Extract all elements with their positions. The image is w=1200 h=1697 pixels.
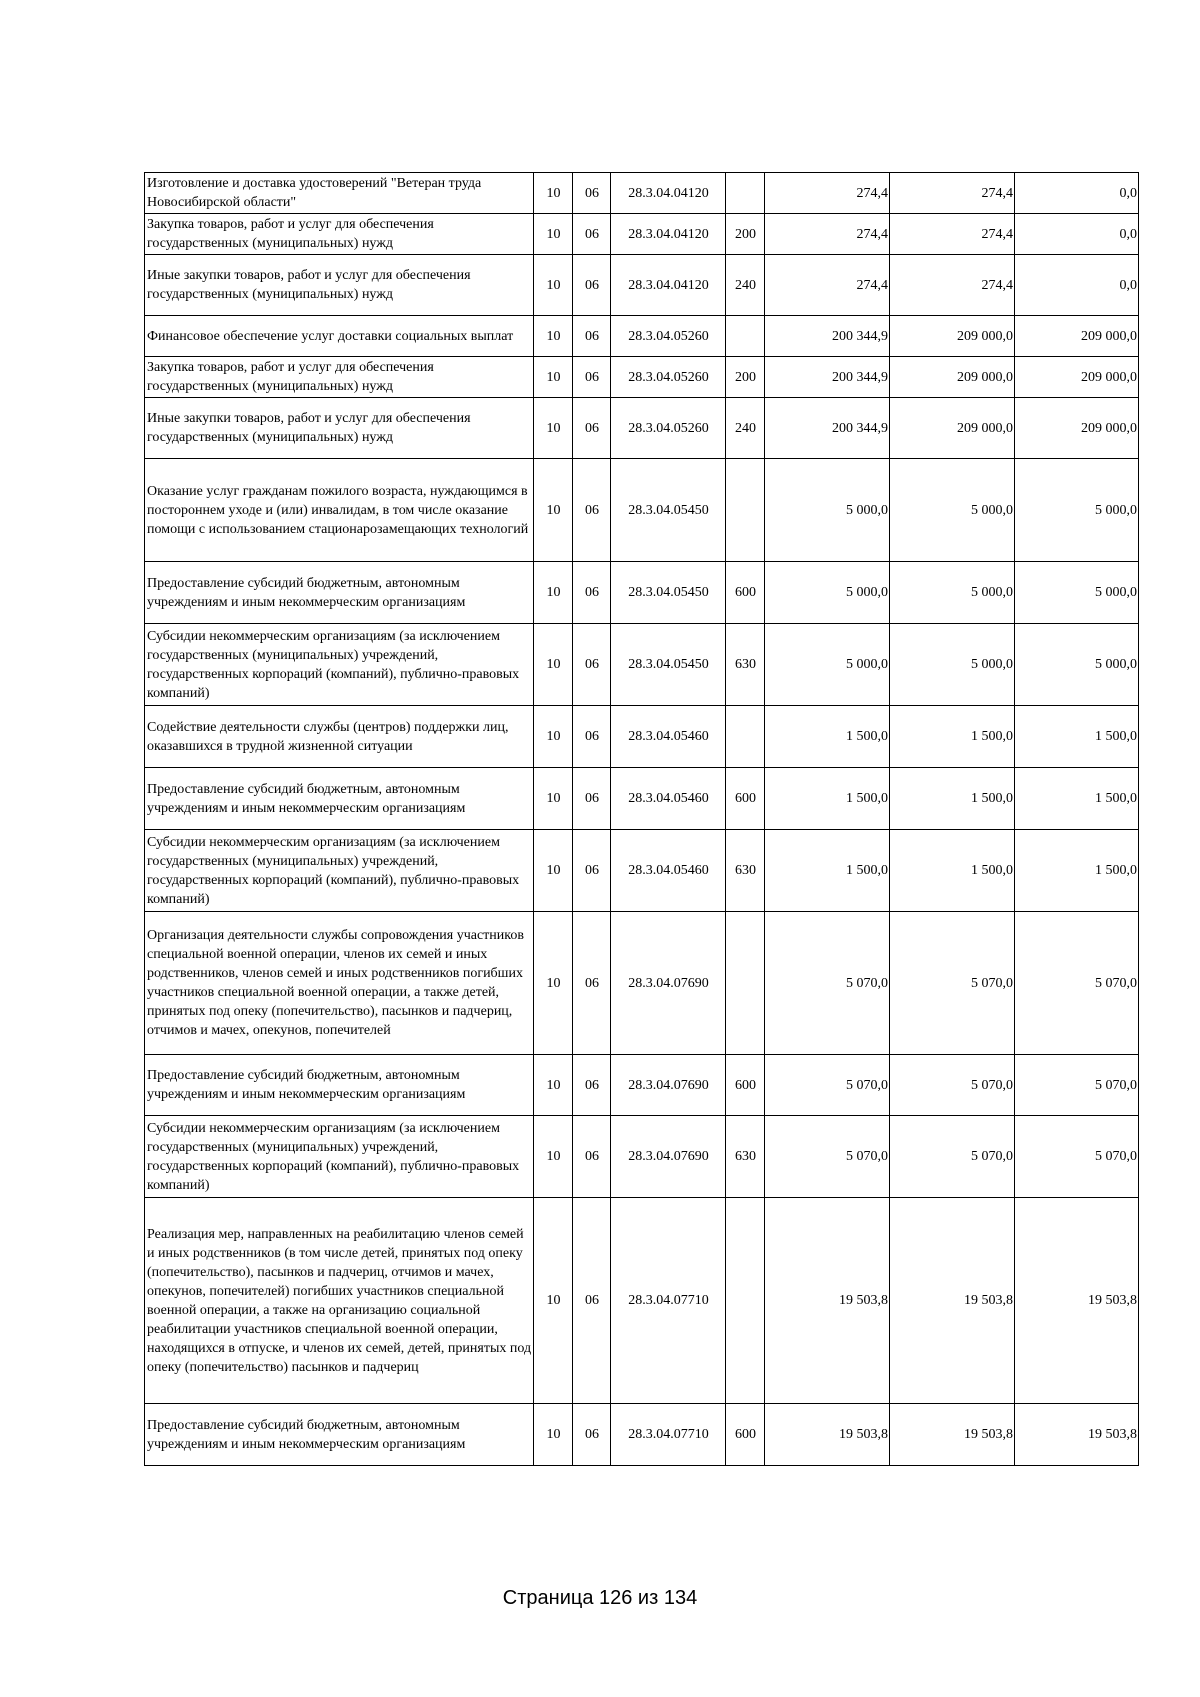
page-number: Страница 126 из 134 xyxy=(502,1587,698,1609)
row-expense-type xyxy=(726,706,765,768)
table-row xyxy=(145,214,1139,255)
row-target-article: 28.3.04.05450 xyxy=(611,624,726,706)
row-amount-year1: 5 000,0 xyxy=(765,459,890,562)
row-expense-type xyxy=(726,316,765,357)
row-amount-year2: 19 503,8 xyxy=(890,1404,1015,1466)
row-target-article: 28.3.04.04120 xyxy=(611,214,726,255)
row-target-article: 28.3.04.05460 xyxy=(611,830,726,912)
budget-table xyxy=(144,172,1139,1466)
row-subsection-code: 06 xyxy=(573,459,611,562)
row-subsection-code: 06 xyxy=(573,255,611,316)
row-target-article: 28.3.04.07710 xyxy=(611,1198,726,1404)
row-target-article: 28.3.04.05450 xyxy=(611,459,726,562)
row-section-code: 10 xyxy=(534,706,573,768)
row-description: Финансовое обеспечение услуг доставки социальных выплат xyxy=(145,316,534,357)
row-description: Предоставление субсидий бюджетным, автономным учреждениям и иным некоммерческим организациям xyxy=(145,1055,534,1116)
row-subsection-code: 06 xyxy=(573,624,611,706)
row-description: Закупка товаров, работ и услуг для обеспечения государственных (муниципальных) нужд xyxy=(145,357,534,398)
row-amount-year3: 0,0 xyxy=(1015,173,1139,214)
row-target-article: 28.3.04.05260 xyxy=(611,316,726,357)
row-description: Субсидии некоммерческим организациям (за исключением государственных (муниципальных) учреждений, государственных корпораций (компаний), публично-правовых компаний) xyxy=(145,1116,534,1198)
row-description: Иные закупки товаров, работ и услуг для обеспечения государственных (муниципальных) нужд xyxy=(145,398,534,459)
row-amount-year1: 200 344,9 xyxy=(765,398,890,459)
row-section-code: 10 xyxy=(534,562,573,624)
row-subsection-code: 06 xyxy=(573,214,611,255)
row-amount-year3: 19 503,8 xyxy=(1015,1404,1139,1466)
row-amount-year2: 209 000,0 xyxy=(890,398,1015,459)
row-section-code: 10 xyxy=(534,316,573,357)
table-row xyxy=(145,1198,1139,1404)
row-amount-year3: 1 500,0 xyxy=(1015,768,1139,830)
row-amount-year3: 209 000,0 xyxy=(1015,357,1139,398)
row-amount-year3: 5 000,0 xyxy=(1015,459,1139,562)
row-section-code: 10 xyxy=(534,173,573,214)
row-section-code: 10 xyxy=(534,214,573,255)
table-row xyxy=(145,357,1139,398)
row-description: Закупка товаров, работ и услуг для обеспечения государственных (муниципальных) нужд xyxy=(145,214,534,255)
row-target-article: 28.3.04.05260 xyxy=(611,357,726,398)
row-section-code: 10 xyxy=(534,1404,573,1466)
row-description: Предоставление субсидий бюджетным, автономным учреждениям и иным некоммерческим организациям xyxy=(145,768,534,830)
row-amount-year3: 19 503,8 xyxy=(1015,1198,1139,1404)
row-expense-type: 600 xyxy=(726,768,765,830)
row-section-code: 10 xyxy=(534,912,573,1055)
row-amount-year1: 19 503,8 xyxy=(765,1198,890,1404)
row-amount-year3: 209 000,0 xyxy=(1015,398,1139,459)
row-target-article: 28.3.04.05460 xyxy=(611,706,726,768)
row-expense-type: 600 xyxy=(726,1404,765,1466)
row-section-code: 10 xyxy=(534,830,573,912)
row-amount-year3: 0,0 xyxy=(1015,255,1139,316)
row-expense-type xyxy=(726,912,765,1055)
row-section-code: 10 xyxy=(534,357,573,398)
row-section-code: 10 xyxy=(534,1055,573,1116)
row-amount-year2: 5 070,0 xyxy=(890,1116,1015,1198)
row-amount-year3: 5 000,0 xyxy=(1015,624,1139,706)
row-amount-year1: 1 500,0 xyxy=(765,768,890,830)
row-subsection-code: 06 xyxy=(573,562,611,624)
row-section-code: 10 xyxy=(534,398,573,459)
row-target-article: 28.3.04.04120 xyxy=(611,173,726,214)
row-expense-type: 630 xyxy=(726,830,765,912)
row-target-article: 28.3.04.05460 xyxy=(611,768,726,830)
row-expense-type: 600 xyxy=(726,1055,765,1116)
row-target-article: 28.3.04.07690 xyxy=(611,1055,726,1116)
row-description: Оказание услуг гражданам пожилого возраста, нуждающимся в постороннем уходе и (или) инвалидам, в том числе оказание помощи с использованием стационарозамещающих технологий xyxy=(145,459,534,562)
row-amount-year3: 0,0 xyxy=(1015,214,1139,255)
table-row xyxy=(145,1404,1139,1466)
row-subsection-code: 06 xyxy=(573,1404,611,1466)
row-subsection-code: 06 xyxy=(573,173,611,214)
row-amount-year2: 5 000,0 xyxy=(890,459,1015,562)
table-row xyxy=(145,624,1139,706)
row-subsection-code: 06 xyxy=(573,768,611,830)
row-expense-type xyxy=(726,173,765,214)
row-section-code: 10 xyxy=(534,1116,573,1198)
row-description: Реализация мер, направленных на реабилитацию членов семей и иных родственников (в том числе детей, принятых под опеку (попечительство), пасынков и падчериц, отчимов и мачех, опекунов, попечителей) погибших участников специальной военной операции, а также на организацию социальной реабилитации участников специальной военной операции, находящихся в отпуске, и членов их семей, детей, принятых под опеку (попечительство) пасынков и падчериц xyxy=(145,1198,534,1404)
row-target-article: 28.3.04.05260 xyxy=(611,398,726,459)
row-amount-year2: 5 000,0 xyxy=(890,624,1015,706)
row-expense-type xyxy=(726,1198,765,1404)
row-amount-year1: 5 070,0 xyxy=(765,912,890,1055)
row-amount-year3: 1 500,0 xyxy=(1015,706,1139,768)
table-row xyxy=(145,1116,1139,1198)
row-amount-year1: 5 070,0 xyxy=(765,1116,890,1198)
row-amount-year1: 274,4 xyxy=(765,214,890,255)
row-section-code: 10 xyxy=(534,624,573,706)
row-amount-year2: 274,4 xyxy=(890,214,1015,255)
row-amount-year2: 1 500,0 xyxy=(890,768,1015,830)
row-subsection-code: 06 xyxy=(573,398,611,459)
budget-table-body xyxy=(145,173,1139,1466)
row-subsection-code: 06 xyxy=(573,912,611,1055)
row-amount-year1: 5 070,0 xyxy=(765,1055,890,1116)
row-description: Содействие деятельности службы (центров) поддержки лиц, оказавшихся в трудной жизненной ситуации xyxy=(145,706,534,768)
table-row xyxy=(145,912,1139,1055)
table-row xyxy=(145,316,1139,357)
row-expense-type xyxy=(726,459,765,562)
row-target-article: 28.3.04.07690 xyxy=(611,912,726,1055)
row-description: Субсидии некоммерческим организациям (за исключением государственных (муниципальных) учреждений, государственных корпораций (компаний), публично-правовых компаний) xyxy=(145,830,534,912)
row-section-code: 10 xyxy=(534,768,573,830)
row-amount-year1: 1 500,0 xyxy=(765,706,890,768)
row-expense-type: 600 xyxy=(726,562,765,624)
row-amount-year1: 5 000,0 xyxy=(765,624,890,706)
row-subsection-code: 06 xyxy=(573,316,611,357)
row-expense-type: 240 xyxy=(726,398,765,459)
row-amount-year2: 274,4 xyxy=(890,173,1015,214)
table-row xyxy=(145,398,1139,459)
row-target-article: 28.3.04.07710 xyxy=(611,1404,726,1466)
table-row xyxy=(145,173,1139,214)
row-description: Организация деятельности службы сопровождения участников специальной военной операции, членов их семей и иных родственников, членов семей и иных родственников погибших участников специальной военной операции, а также детей, принятых под опеку (попечительство), пасынков и падчериц, отчимов и мачех, опекунов, попечителей xyxy=(145,912,534,1055)
row-description: Предоставление субсидий бюджетным, автономным учреждениям и иным некоммерческим организациям xyxy=(145,562,534,624)
row-section-code: 10 xyxy=(534,459,573,562)
row-target-article: 28.3.04.07690 xyxy=(611,1116,726,1198)
table-row xyxy=(145,459,1139,562)
row-expense-type: 240 xyxy=(726,255,765,316)
row-subsection-code: 06 xyxy=(573,1198,611,1404)
row-amount-year2: 19 503,8 xyxy=(890,1198,1015,1404)
table-row xyxy=(145,768,1139,830)
row-subsection-code: 06 xyxy=(573,830,611,912)
row-amount-year3: 5 000,0 xyxy=(1015,562,1139,624)
row-amount-year1: 200 344,9 xyxy=(765,316,890,357)
row-subsection-code: 06 xyxy=(573,357,611,398)
table-row xyxy=(145,1055,1139,1116)
row-amount-year1: 19 503,8 xyxy=(765,1404,890,1466)
row-amount-year1: 5 000,0 xyxy=(765,562,890,624)
row-subsection-code: 06 xyxy=(573,1055,611,1116)
row-subsection-code: 06 xyxy=(573,706,611,768)
row-section-code: 10 xyxy=(534,255,573,316)
row-amount-year3: 5 070,0 xyxy=(1015,1116,1139,1198)
row-description: Субсидии некоммерческим организациям (за исключением государственных (муниципальных) учреждений, государственных корпораций (компаний), публично-правовых компаний) xyxy=(145,624,534,706)
row-amount-year3: 5 070,0 xyxy=(1015,1055,1139,1116)
row-amount-year1: 274,4 xyxy=(765,173,890,214)
row-amount-year2: 5 070,0 xyxy=(890,1055,1015,1116)
row-subsection-code: 06 xyxy=(573,1116,611,1198)
row-target-article: 28.3.04.05450 xyxy=(611,562,726,624)
table-row xyxy=(145,706,1139,768)
row-amount-year1: 274,4 xyxy=(765,255,890,316)
table-row xyxy=(145,562,1139,624)
row-expense-type: 630 xyxy=(726,624,765,706)
table-row xyxy=(145,255,1139,316)
row-amount-year2: 209 000,0 xyxy=(890,357,1015,398)
row-amount-year2: 5 000,0 xyxy=(890,562,1015,624)
row-amount-year2: 1 500,0 xyxy=(890,830,1015,912)
row-amount-year2: 209 000,0 xyxy=(890,316,1015,357)
row-amount-year2: 1 500,0 xyxy=(890,706,1015,768)
row-amount-year1: 200 344,9 xyxy=(765,357,890,398)
row-expense-type: 630 xyxy=(726,1116,765,1198)
row-description: Предоставление субсидий бюджетным, автономным учреждениям и иным некоммерческим организациям xyxy=(145,1404,534,1466)
row-amount-year2: 5 070,0 xyxy=(890,912,1015,1055)
row-amount-year3: 209 000,0 xyxy=(1015,316,1139,357)
row-description: Иные закупки товаров, работ и услуг для обеспечения государственных (муниципальных) нужд xyxy=(145,255,534,316)
row-expense-type: 200 xyxy=(726,357,765,398)
row-expense-type: 200 xyxy=(726,214,765,255)
row-target-article: 28.3.04.04120 xyxy=(611,255,726,316)
row-amount-year3: 1 500,0 xyxy=(1015,830,1139,912)
row-description: Изготовление и доставка удостоверений "Ветеран труда Новосибирской области" xyxy=(145,173,534,214)
table-row xyxy=(145,830,1139,912)
row-amount-year2: 274,4 xyxy=(890,255,1015,316)
row-section-code: 10 xyxy=(534,1198,573,1404)
row-amount-year1: 1 500,0 xyxy=(765,830,890,912)
row-amount-year3: 5 070,0 xyxy=(1015,912,1139,1055)
